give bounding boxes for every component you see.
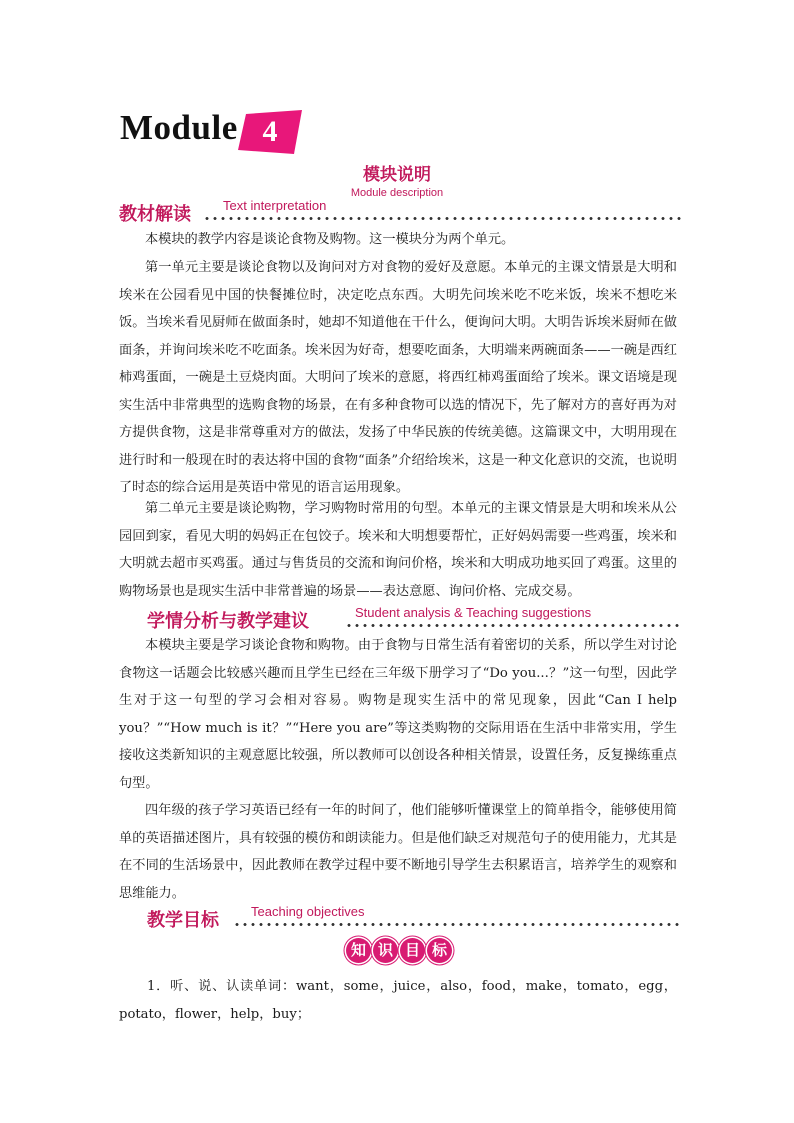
badge-char: 知	[346, 938, 371, 963]
module-description-title: 模块说明	[363, 165, 431, 185]
dotted-divider	[233, 922, 681, 927]
dotted-divider	[203, 216, 681, 221]
dotted-divider	[345, 623, 681, 628]
section-title-cn: 学情分析与教学建议	[147, 611, 309, 632]
paragraph: 本模块的教学内容是谈论食物及购物。这一模块分为两个单元。	[145, 232, 515, 247]
section-title-cn: 教学目标	[147, 910, 219, 931]
paragraph: 第一单元主要是谈论食物以及询问对方对食物的爱好及意愿。本单元的主课文情景是大明和埃米在公园看见中国的快餐摊位时，决定吃点东西。大明先问埃米吃不吃米饭，埃米不想吃米饭。当埃米看见厨师在做面条时，她却不知道他在干什么，便询问大明。大明告诉埃米厨师在做面条，并询问埃米吃不吃面条。埃米因为好奇，想要吃面条，大明端来两碗面条——一碗是西红柿鸡蛋面，一碗是土豆烧肉面。大明问了埃米的意愿，将西红柿鸡蛋面给了埃米。课文语境是现实生活中非常典型的选购食物的场景，在有多种食物可以选的情况下，先了解对方的喜好再为对方提供食物，这是非常尊重对方的做法，发扬了中华民族的传统美德。这篇课文中，大明用现在进行时和一般现在时的表达将中国的食物“面条”介绍给埃米，这是一种文化意识的交流，也说明了时态的综合运用是英语中常见的语言运用现象。	[119, 260, 677, 495]
section-title-en: Student analysis & Teaching suggestions	[355, 605, 592, 620]
section-title-en: Text interpretation	[223, 198, 327, 213]
paragraph: 第二单元主要是谈论购物，学习购物时常用的句型。本单元的主课文情景是大明和埃米从公园回到家，看见大明的妈妈正在包饺子。埃米和大明想要帮忙，正好妈妈需要一些鸡蛋，埃米和大明就去超市买鸡蛋。通过与售货员的交流和询问价格，埃米和大明成功地买回了鸡蛋。这里的购物场景也是现实生活中非常普遍的场景——表达意愿、询问价格、完成交易。	[119, 501, 677, 599]
module-number: 4	[262, 115, 278, 148]
badge-char: 识	[373, 938, 398, 963]
badge-char: 标	[427, 938, 452, 963]
badge-char: 目	[400, 938, 425, 963]
section-title-en: Teaching objectives	[251, 904, 365, 919]
section-heading-text-interpretation	[119, 200, 681, 226]
section-title-cn: 教材解读	[119, 204, 191, 225]
paragraph: 四年级的孩子学习英语已经有一年的时间了，他们能够听懂课堂上的简单指令，能够使用简单的英语描述图片，具有较强的模仿和朗读能力。但是他们缺乏对规范句子的使用能力，尤其是在不同的生活场景中，因此教师在教学过程中要不断地引导学生去积累语言，培养学生的观察和思维能力。	[119, 803, 677, 901]
section-heading-teaching-objectives	[147, 906, 681, 932]
knowledge-objectives-badge	[346, 938, 452, 966]
objective-list-item: 1．听、说、认读单词：want，some，juice，also，food，make，tomato，egg，potato，flower，help，buy；	[119, 979, 677, 1022]
module-description-subtitle: Module description	[350, 187, 444, 199]
module-number-badge	[238, 110, 302, 154]
module-title: Module	[120, 108, 238, 147]
paragraph: 本模块主要是学习谈论食物和购物。由于食物与日常生活有着密切的关系，所以学生对讨论食物这一话题会比较感兴趣而且学生已经在三年级下册学习了“Do you...？”这一句型，因此学生对于这一句型的学习会相对容易。购物是现实生活中的常见现象，因此“Can I help you？”“How much is it？”“Here you are”等这类购物的交际用语在生活中非常实用，学生接收这类新知识的主观意愿比较强，所以教师可以创设各种相关情景，设置任务，反复操练重点句型。	[119, 638, 677, 791]
section-heading-student-analysis	[147, 607, 681, 633]
